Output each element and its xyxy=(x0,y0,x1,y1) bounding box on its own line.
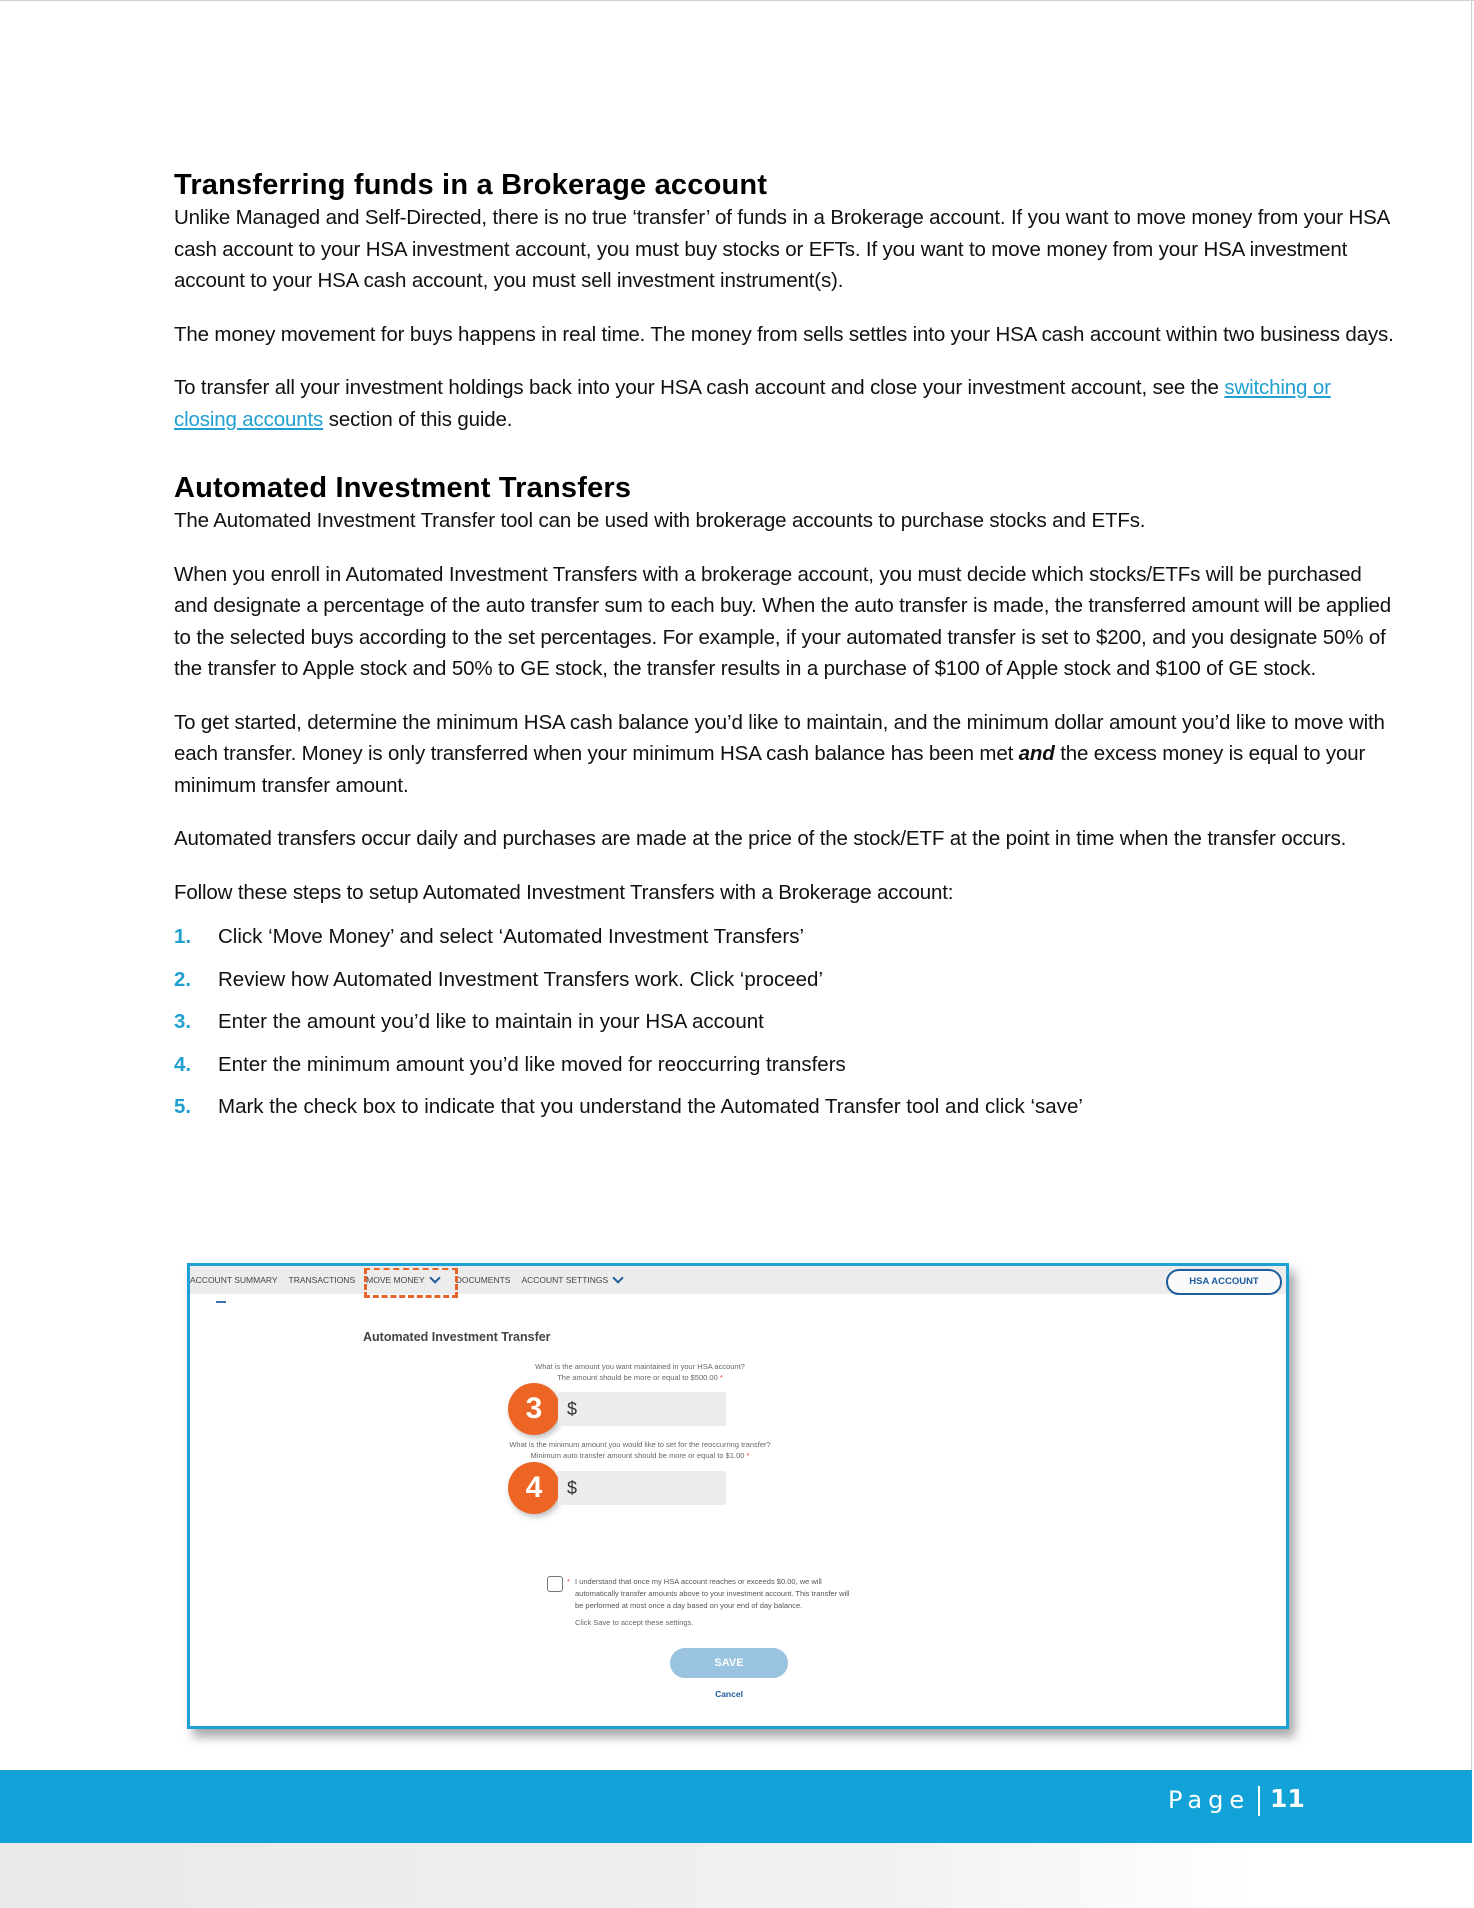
save-note: Click Save to accept these settings. xyxy=(575,1618,694,1627)
cancel-link: Cancel xyxy=(715,1689,743,1699)
step-item: 5. Mark the check box to indicate that you understand the Automated Transfer tool and click ‘save’ xyxy=(174,1095,1083,1118)
screenshot-nav-bar xyxy=(190,1266,1286,1294)
consent-checkbox xyxy=(547,1576,563,1592)
move-money-highlight xyxy=(364,1268,458,1298)
section-heading: Transferring funds in a Brokerage account xyxy=(174,169,768,201)
embedded-screenshot xyxy=(187,1263,1289,1729)
nav-move-money: MOVE MONEY xyxy=(366,1275,439,1285)
step-item: 3. Enter the amount you’d like to maintain in your HSA account xyxy=(174,1010,764,1033)
nav-account-summary: ACCOUNT SUMMARY xyxy=(190,1275,278,1285)
page-label: Page xyxy=(1168,1786,1251,1814)
nav-documents: DOCUMENTS xyxy=(455,1275,511,1285)
page-edge xyxy=(1471,0,1472,1908)
chevron-down-icon xyxy=(613,1272,624,1283)
maintain-amount-input: $ xyxy=(558,1392,726,1426)
page-footer xyxy=(0,1770,1472,1843)
section-heading: Automated Investment Transfers xyxy=(174,472,632,504)
nav-transactions: TRANSACTIONS xyxy=(288,1275,356,1285)
paragraph: To get started, determine the minimum HSA cash balance you’d like to maintain, and the minimum dollar amount you’d like to move with each transfer. Money is only transferred when your minimum HSA cash balance has been met and the excess money is equal to your minimum transfer amount. xyxy=(174,710,1385,797)
save-button: SAVE xyxy=(670,1648,788,1678)
maintain-amount-question: What is the amount you want maintained in your HSA account? The amount should be more or equal to $500.00 * xyxy=(535,1362,745,1382)
paragraph: Unlike Managed and Self-Directed, there is no true ‘transfer’ of funds in a Brokerage account. If you want to move money from your HSA cash account to your HSA investment account, you must buy stocks or EFTs. If you want to move money from your HSA investment account to your HSA cash account, you must sell investment instrument(s). xyxy=(174,206,1390,292)
paragraph: The money movement for buys happens in real time. The money from sells settles into your HSA cash account within two business days. xyxy=(174,322,1394,346)
footer-divider xyxy=(1258,1786,1260,1816)
paragraph: Follow these steps to setup Automated Investment Transfers with a Brokerage account: xyxy=(174,880,954,904)
step-3-badge: 3 xyxy=(508,1383,560,1435)
paragraph: Automated transfers occur daily and purchases are made at the price of the stock/ETF at the point in time when the transfer occurs. xyxy=(174,827,1347,850)
page-edge xyxy=(0,0,1474,1)
paragraph: The Automated Investment Transfer tool can be used with brokerage accounts to purchase stocks and ETFs. xyxy=(174,509,1146,532)
screenshot-title: Automated Investment Transfer xyxy=(363,1330,551,1344)
divider xyxy=(216,1301,226,1303)
paragraph: When you enroll in Automated Investment Transfers with a brokerage account, you must decide which stocks/ETFs will be purchased and designate a percentage of the auto transfer sum to each buy. When the auto transfer is made, the transferred amount will be applied to the selected buys according to the set percentages. For example, if your automated transfer is set to $200, and you designate 50% of the transfer to Apple stock and 50% to GE stock, the transfer results in a purchase of $100 of Apple stock and $100 of GE stock. xyxy=(174,562,1391,680)
consent-text: * I understand that once my HSA account reaches or exceeds $0.00, we will automatically transfer amounts above to your investment account. This transfer will be performed at most once a day based on your end of day balance. xyxy=(567,1577,850,1610)
transfer-amount-question: What is the minimum amount you would like to set for the reoccurring transfer? Minimum auto transfer amount should be more or equal to $1.00 * xyxy=(509,1440,771,1460)
document-body xyxy=(174,168,1394,1129)
section-brokerage-transfers xyxy=(174,168,1394,435)
section-automated-transfers xyxy=(174,471,1394,1129)
hsa-account-button: HSA ACCOUNT xyxy=(1166,1269,1282,1295)
steps-list xyxy=(174,916,1394,1129)
nav-account-settings: ACCOUNT SETTINGS xyxy=(521,1275,622,1285)
switching-closing-accounts-link[interactable]: switching or closing accounts xyxy=(174,376,1331,431)
step-item: 1. Click ‘Move Money’ and select ‘Automated Investment Transfers’ xyxy=(174,925,805,948)
step-item: 4. Enter the minimum amount you’d like moved for reoccurring transfers xyxy=(174,1052,846,1076)
page-bottom-shadow xyxy=(0,1843,1474,1908)
transfer-amount-input: $ xyxy=(558,1471,726,1505)
step-4-badge: 4 xyxy=(508,1462,560,1514)
paragraph: To transfer all your investment holdings back into your HSA cash account and close your investment account, see the switching or closing accounts section of this guide. xyxy=(174,376,1331,431)
page-number: 11 xyxy=(1270,1784,1305,1813)
step-item: 2. Review how Automated Investment Transfers work. Click ‘proceed’ xyxy=(174,967,824,991)
